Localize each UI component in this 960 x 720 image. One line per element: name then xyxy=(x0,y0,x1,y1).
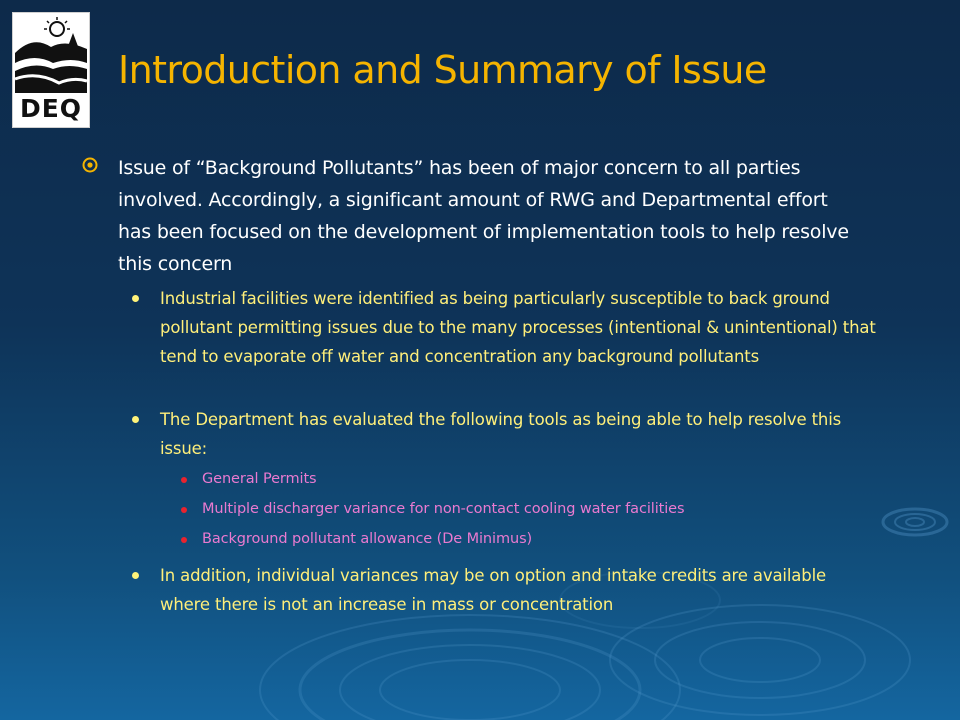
bullet-level3-multiple-discharger: Multiple discharger variance for non-contact cooling water facilities xyxy=(202,501,685,517)
red-dot-bullet-icon xyxy=(181,537,187,543)
slide-title: Introduction and Summary of Issue xyxy=(118,48,767,92)
yellow-dot-bullet-icon xyxy=(132,416,139,423)
bullet-level2-tools: The Department has evaluated the following tools as being able to help resolve this issue: xyxy=(160,410,842,458)
bullet-level1: Issue of “Background Pollutants” has been of major concern to all parties involved. Accordingly, a significant amount of RWG and Departmental effort has been focused on the development of implementation tools to help resolve this concern xyxy=(118,157,849,275)
bullet-level3-background-allowance: Background pollutant allowance (De Minimus) xyxy=(202,531,533,547)
circle-dot-bullet-icon xyxy=(82,157,98,173)
logo-label: DEQ xyxy=(19,94,83,123)
yellow-dot-bullet-icon xyxy=(132,295,139,302)
bullet-level3-general-permits: General Permits xyxy=(202,471,317,487)
red-dot-bullet-icon xyxy=(181,477,187,483)
bullet-level2-industrial: Industrial facilities were identified as being particularly susceptible to back ground pollutant permitting issues due to the many processes (intentional & unintentional) that tend to evaporate off water and concentration any background pollutants xyxy=(160,289,876,366)
red-dot-bullet-icon xyxy=(181,507,187,513)
bullet-level2-individual-variances: In addition, individual variances may be on option and intake credits are available where there is not an increase in mass or concentration xyxy=(160,566,827,614)
yellow-dot-bullet-icon xyxy=(132,572,139,579)
